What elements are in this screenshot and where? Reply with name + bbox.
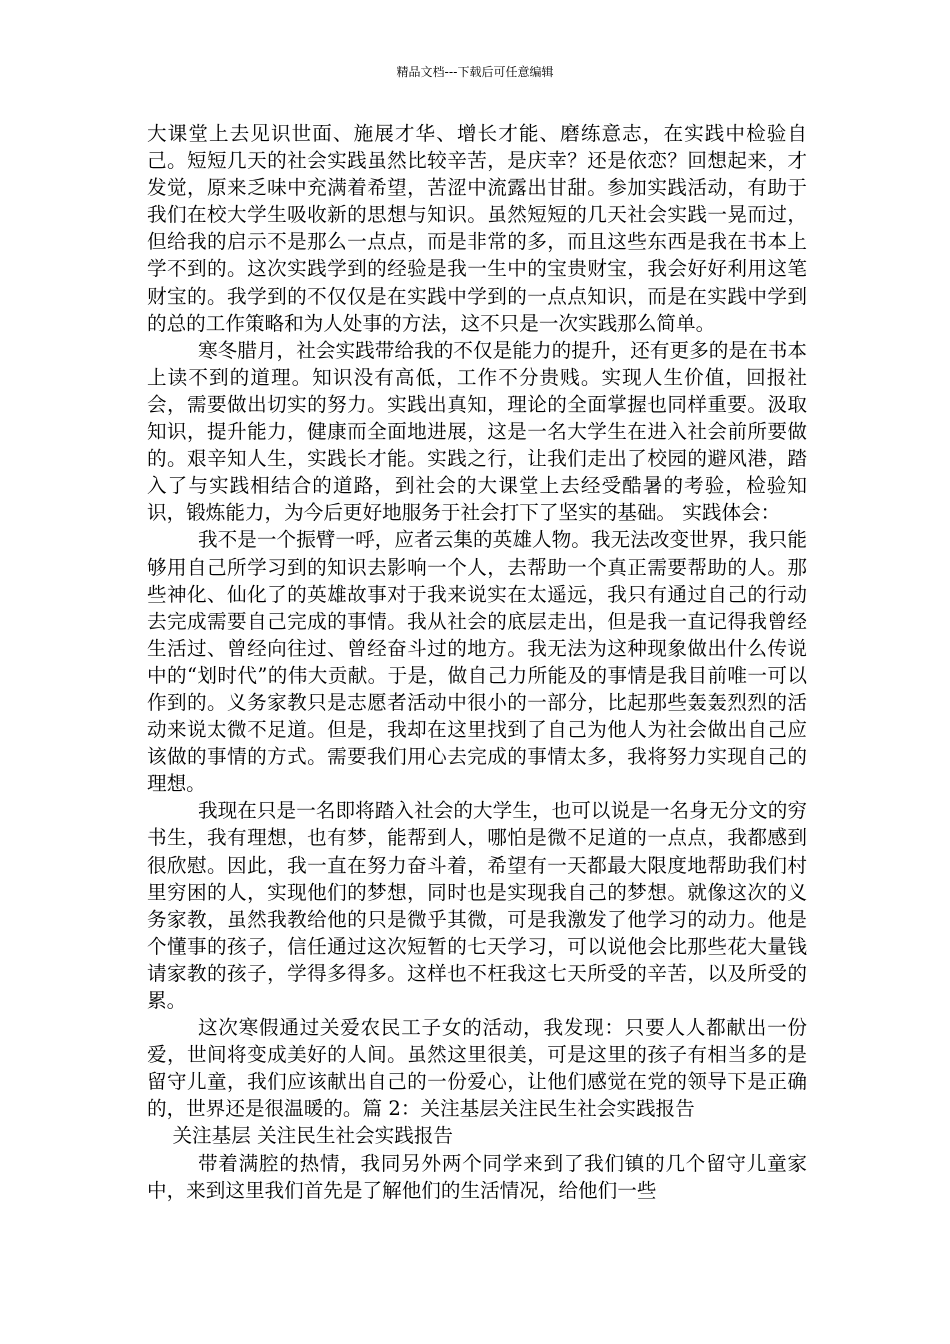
section-title: 关注基层 关注民生社会实践报告 (172, 1124, 454, 1148)
paragraph: 带着满腔的热情，我同另外两个同学来到了我们镇的几个留守儿童家中，来到这里我们首先是了解他们的生活情况，给他们一些 (147, 1151, 807, 1202)
paragraph: 大课堂上去见识世面、施展才华、增长才能、磨练意志，在实践中检验自己。短短几天的社会实践虽然比较辛苦，是庆幸？还是依恋？回想起来，才发觉，原来乏味中充满着希望，苦涩中流露出甘甜。参加实践活动，有助于我们在校大学生吸收新的思想与知识。虽然短短的几天社会实践一晃而过，但给我的启示不是那么一点点，而是非常的多，而且这些东西是我在书本上学不到的。这次实践学到的经验是我一生中的宝贵财宝，我会好好利用这笔财宝的。我学到的不仅仅是在实践中学到的一点点知识，而是在实践中学到的总的工作策略和为人处事的方法，这不只是一次实践那么简单。 (147, 122, 807, 335)
page-header: 精品文档---下载后可任意编辑 (396, 65, 554, 79)
body-text (147, 120, 807, 1204)
paragraph: 这次寒假通过关爱农民工子女的活动，我发现：只要人人都献出一份爱，世间将变成美好的人间。虽然这里很美，可是这里的孩子有相当多的是留守儿童，我们应该献出自己的一份爱心，让他们感觉在党的领导下是正确的，世界还是很温暖的。篇 2：关注基层关注民生社会实践报告 (147, 1016, 807, 1121)
paragraph: 我现在只是一名即将踏入社会的大学生，也可以说是一名身无分文的穷书生，我有理想，也有梦，能帮到人，哪怕是微不足道的一点点，我都感到很欣慰。因此，我一直在努力奋斗着，希望有一天都最大限度地帮助我们村里穷困的人，实现他们的梦想，同时也是实现我自己的梦想。就像这次的义务家教，虽然我教给他的只是微乎其微，可是我激发了他学习的动力。他是个懂事的孩子，信任通过这次短暂的七天学习，可以说他会比那些花大量钱请家教的孩子，学得多得多。这样也不枉我这七天所受的辛苦，以及所受的累。 (147, 799, 807, 1012)
paragraph: 寒冬腊月，社会实践带给我的不仅是能力的提升，还有更多的是在书本上读不到的道理。知识没有高低，工作不分贵贱。实现人生价值，回报社会，需要做出切实的努力。实践出真知，理论的全面掌握也同样重要。汲取知识，提升能力，健康而全面地进展，这是一名大学生在进入社会前所要做的。艰辛知人生，实践长才能。实践之行，让我们走出了校园的避风港，踏入了与实践相结合的道路，到社会的大课堂上去经受酷暑的考验，检验知识，锻炼能力，为今后更好地服务于社会打下了坚实的基础。 实践体会： (147, 338, 807, 525)
paragraph: 我不是一个振臂一呼，应者云集的英雄人物。我无法改变世界，我只能够用自己所学习到的知识去影响一个人，去帮助一个真正需要帮助的人。那些神化、仙化了的英雄故事对于我来说实在太遥远，我只有通过自己的行动去完成需要自己完成的事情。我从社会的底层走出，但是我一直记得我曾经生活过、曾经向往过、曾经奋斗过的地方。我无法为这种现象做出什么传说中的“划时代”的伟大贡献。于是，做自己力所能及的事情是我目前唯一可以作到的。义务家教只是志愿者活动中很小的一部分，比起那些轰轰烈烈的活动来说太微不足道。但是，我却在这里找到了自己为他人为社会做出自己应该做的事情的方式。需要我们用心去完成的事情太多，我将努力实现自己的理想。 (147, 528, 807, 796)
